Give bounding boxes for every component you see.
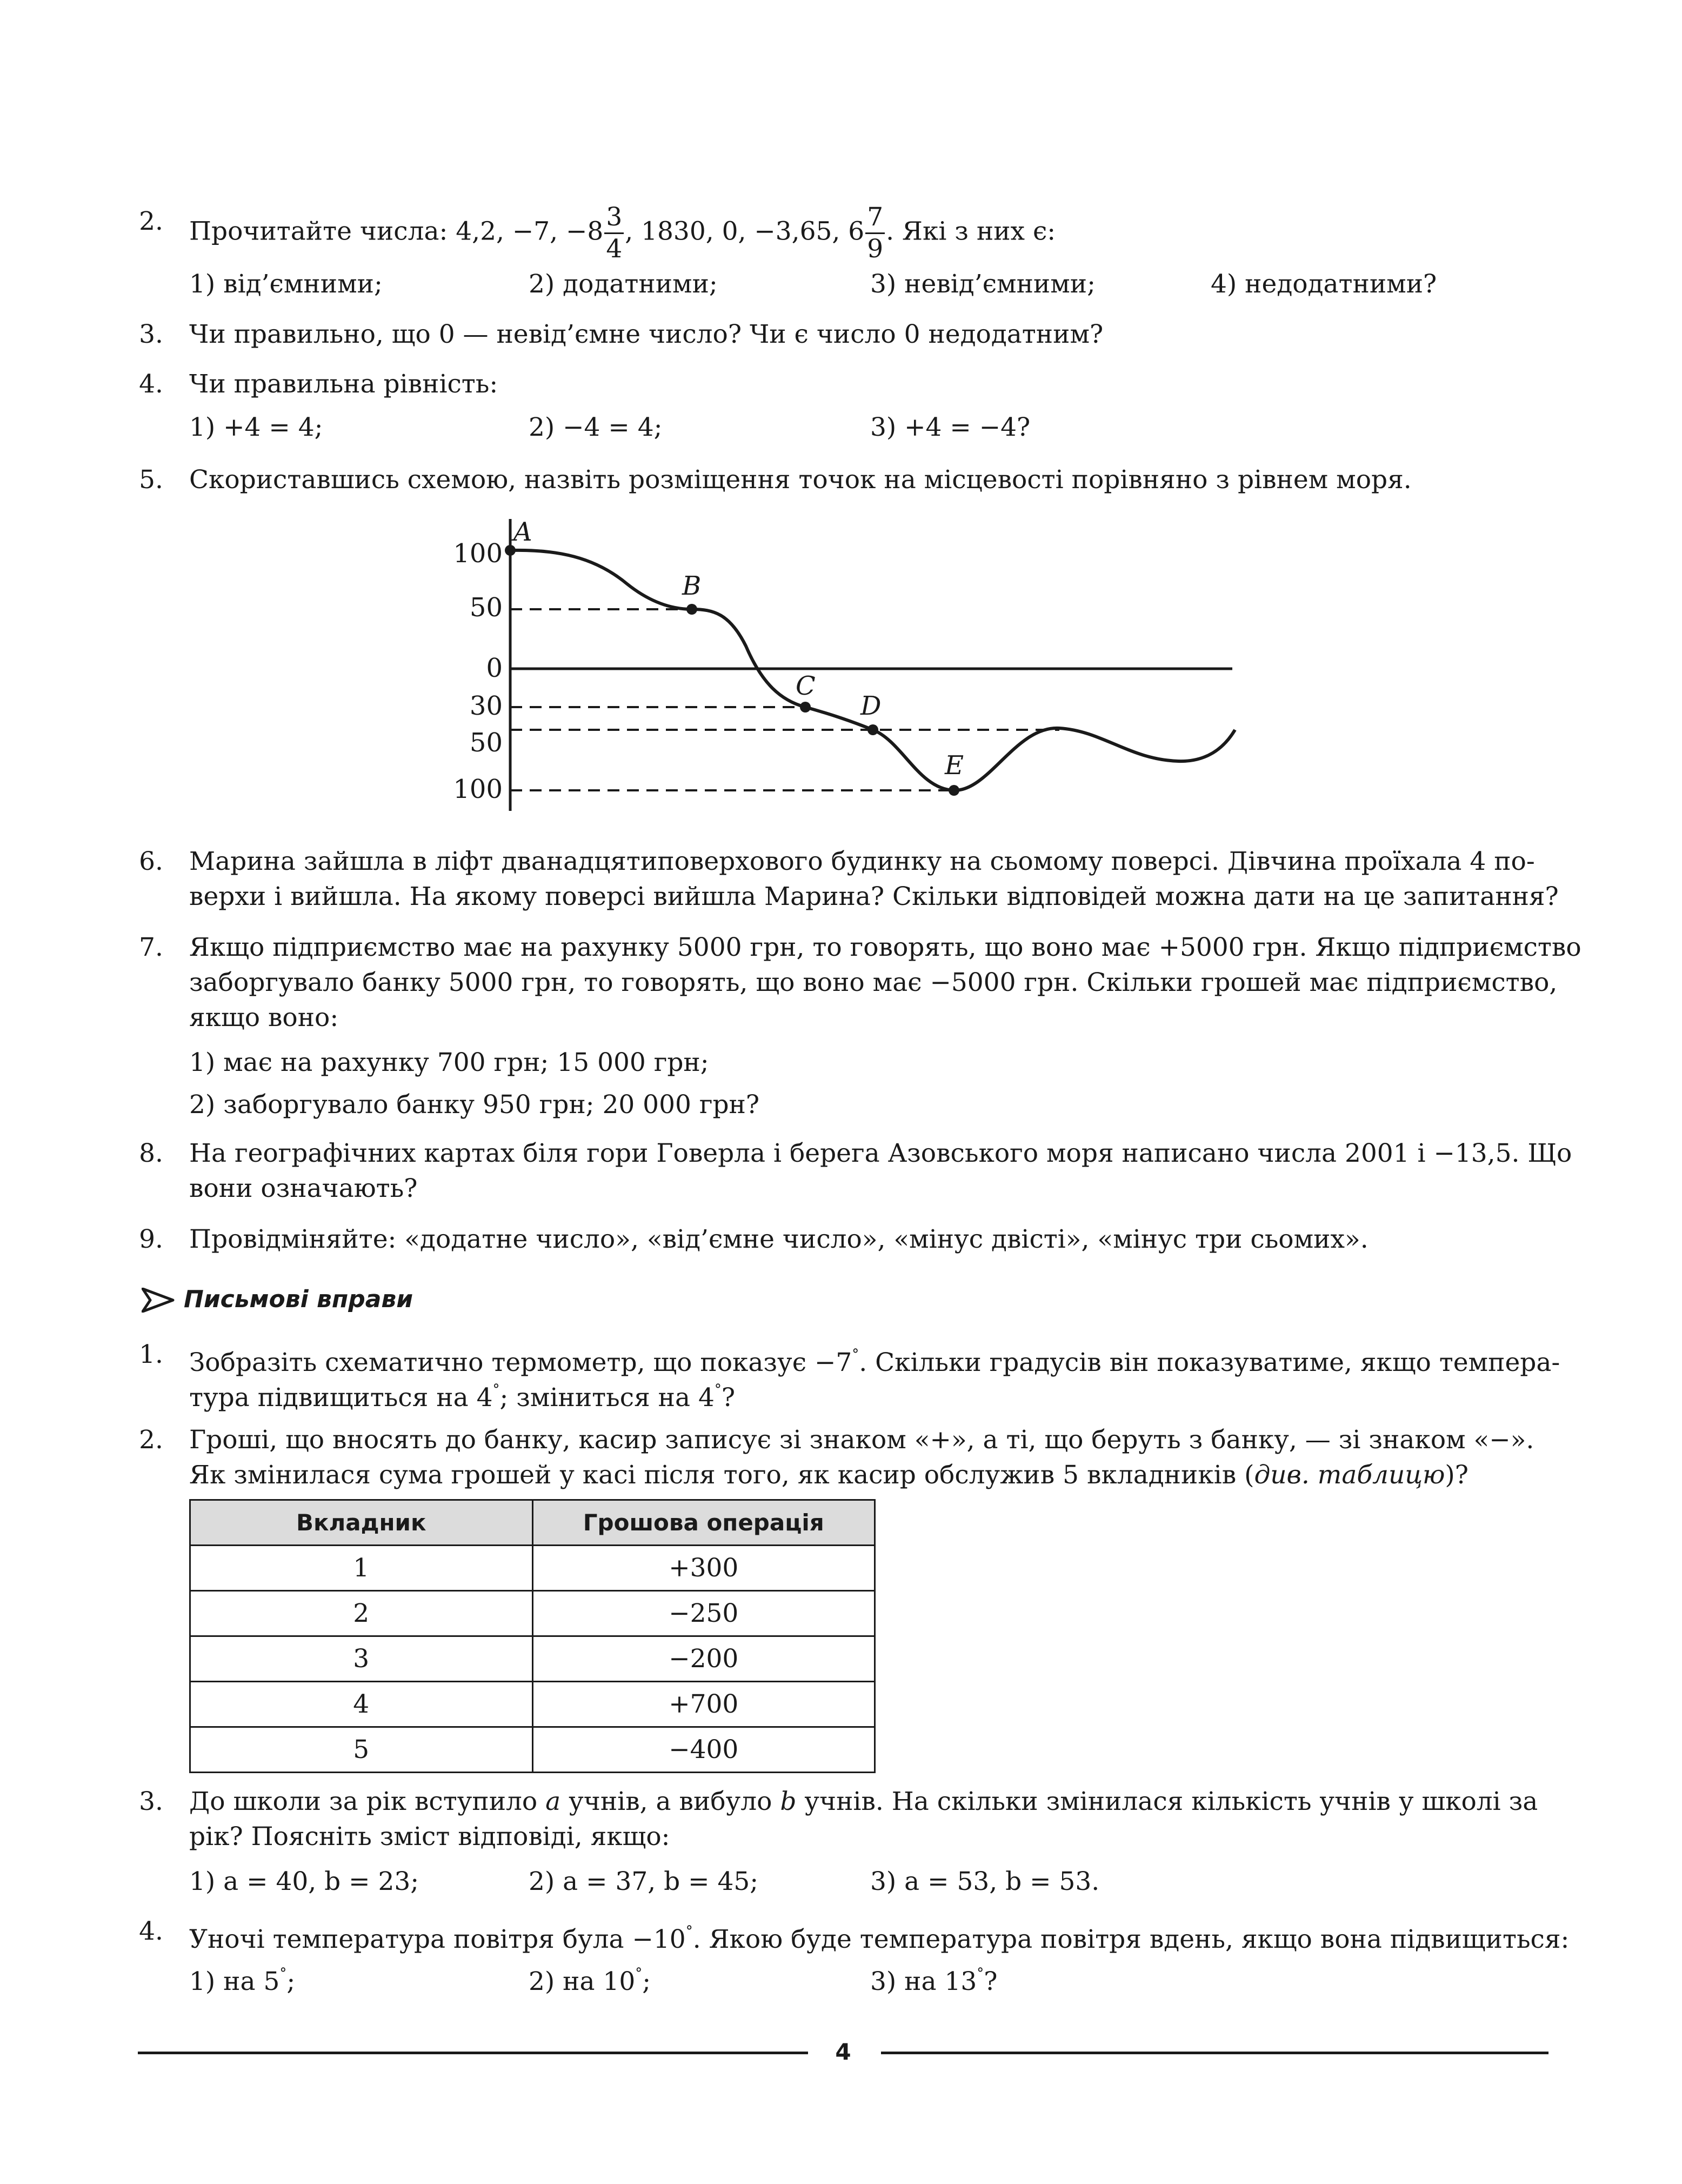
- table-cell: −400: [532, 1727, 875, 1773]
- option: 2) a = 37, b = 45;: [529, 1867, 759, 1896]
- footer-rule: [138, 2052, 808, 2054]
- question-8-line: вони означають?: [189, 1174, 418, 1203]
- option: 4) недодатними?: [1211, 269, 1437, 299]
- point-label: A: [513, 517, 532, 547]
- option: 2) додатними;: [529, 269, 718, 299]
- point-e-marker: [949, 785, 959, 796]
- question-7-line: заборгувало банку 5000 грн, то говорять, що воно має −5000 грн. Скільки грошей має підприємство,: [189, 968, 1558, 997]
- table-row: [190, 1636, 875, 1682]
- question-7-line: Якщо підприємство має на рахунку 5000 грн, то говорять, що воно має +5000 грн. Якщо підприємство: [189, 933, 1581, 962]
- exercise-number: 1.: [139, 1340, 163, 1369]
- point-d-marker: [867, 724, 878, 735]
- table-row: [190, 1591, 875, 1636]
- question-number: 4.: [139, 369, 163, 399]
- question-3-text: Чи правильно, що 0 — невід’ємне число? Чи є число 0 недодатним?: [189, 319, 1104, 349]
- point-c-marker: [800, 702, 811, 713]
- option: 3) на 13°?: [870, 1966, 998, 1996]
- option: 1) від’ємними;: [189, 269, 383, 299]
- question-number: 6.: [139, 847, 163, 876]
- column-header: Вкладник: [190, 1500, 533, 1546]
- footer-rule: [881, 2052, 1548, 2054]
- option: 1) на 5°;: [189, 1966, 296, 1996]
- exercise-1-line: Зобразіть схематично термометр, що показує −7°. Скільки градусів він показуватиме, якщо темпера-: [189, 1347, 1560, 1377]
- question-7-line: якщо воно:: [189, 1003, 339, 1033]
- point-label: B: [682, 571, 702, 601]
- exercise-number: 4.: [139, 1916, 163, 1946]
- point-label: D: [860, 691, 882, 721]
- question-number: 9.: [139, 1224, 163, 1254]
- table-row: [190, 1682, 875, 1727]
- arrow-bullet-icon: [142, 1288, 175, 1313]
- table-cell: −250: [532, 1591, 875, 1636]
- y-tick-label: 0: [486, 653, 503, 683]
- table-cell: +300: [532, 1546, 875, 1591]
- question-2-text: Прочитайте числа: 4,2, −7, −8 $\frac{3}{4}$ , 1830, 0, −3,65, 6 $\frac{7}{9}$ . Які з них є:: [189, 202, 1056, 264]
- y-tick-label: 100: [453, 774, 503, 804]
- option: 1) має на рахунку 700 грн; 15 000 грн;: [189, 1048, 709, 1077]
- fraction: $\frac{3}{4}$: [604, 202, 624, 264]
- table-cell: 2: [190, 1591, 533, 1636]
- page-number: 4: [835, 2039, 851, 2065]
- exercise-4-line: Уночі температура повітря була −10°. Якою буде температура повітря вдень, якщо вона підвищиться:: [189, 1923, 1570, 1954]
- question-number: 7.: [139, 933, 163, 962]
- table-cell: +700: [532, 1682, 875, 1727]
- exercise-1-line: тура підвищиться на 4°; зміниться на 4°?: [189, 1382, 736, 1413]
- column-header: Грошова операція: [532, 1500, 875, 1546]
- option: 2) на 10°;: [529, 1966, 651, 1996]
- question-4-text: Чи правильна рівність:: [189, 369, 498, 399]
- option: 1) +4 = 4;: [189, 412, 323, 442]
- table-cell: 3: [190, 1636, 533, 1682]
- section-heading: Письмові вправи: [184, 1286, 413, 1313]
- operations-table: [189, 1499, 876, 1773]
- question-number: 3.: [139, 319, 163, 349]
- question-number: 2.: [139, 207, 163, 236]
- option: 1) a = 40, b = 23;: [189, 1867, 419, 1896]
- table-cell: 5: [190, 1727, 533, 1773]
- option: 2) −4 = 4;: [529, 412, 663, 442]
- table-cell: 1: [190, 1546, 533, 1591]
- exercise-number: 3.: [139, 1787, 163, 1816]
- exercise-3-line: рік? Поясніть зміст відповіді, якщо:: [189, 1822, 670, 1852]
- question-number: 5.: [139, 465, 163, 495]
- option: 3) +4 = −4?: [870, 412, 1031, 442]
- question-9-text: Провідміняйте: «додатне число», «від’ємне число», «мінус двісті», «мінус три сьомих».: [189, 1224, 1369, 1254]
- question-6-line: верхи і вийшла. На якому поверсі вийшла Марина? Скільки відповідей можна дати на це запитання?: [189, 882, 1559, 911]
- point-label: E: [945, 750, 964, 781]
- table-header-row: [190, 1500, 875, 1546]
- question-5-text: Скориставшись схемою, назвіть розміщення точок на місцевості порівняно з рівнем моря.: [189, 465, 1412, 495]
- table-cell: 4: [190, 1682, 533, 1727]
- y-tick-label: 100: [453, 538, 503, 569]
- option: 2) заборгувало банку 950 грн; 20 000 грн?: [189, 1090, 760, 1120]
- exercise-3-line: До школи за рік вступило a учнів, а вибуло b учнів. На скільки змінилася кількість учнів у школі за: [189, 1787, 1538, 1816]
- y-tick-label: 30: [469, 691, 503, 721]
- table-row: [190, 1546, 875, 1591]
- question-8-line: На географічних картах біля гори Говерла і берега Азовського моря написано числа 2001 і −13,5. Що: [189, 1138, 1572, 1168]
- exercise-2-line: Гроші, що вносять до банку, касир записує зі знаком «+», а ті, що беруть з банку, — зі знаком «−».: [189, 1425, 1534, 1455]
- exercise-number: 2.: [139, 1425, 163, 1455]
- option: 3) невід’ємними;: [870, 269, 1096, 299]
- point-label: C: [796, 671, 816, 701]
- point-b-marker: [686, 604, 697, 615]
- option: 3) a = 53, b = 53.: [870, 1867, 1100, 1896]
- fraction: $\frac{7}{9}$: [865, 202, 885, 264]
- y-tick-label: 50: [469, 728, 503, 758]
- exercise-2-line: Як змінилася сума грошей у касі після того, як касир обслужив 5 вкладників (див. таблицю)?: [189, 1460, 1469, 1490]
- question-number: 8.: [139, 1138, 163, 1168]
- y-tick-label: 50: [469, 592, 503, 623]
- question-6-line: Марина зайшла в ліфт дванадцятиповерхового будинку на сьомому поверсі. Дівчина проїхала 4 по-: [189, 847, 1535, 876]
- terrain-profile-curve: [510, 550, 1235, 790]
- table-row: [190, 1727, 875, 1773]
- table-cell: −200: [532, 1636, 875, 1682]
